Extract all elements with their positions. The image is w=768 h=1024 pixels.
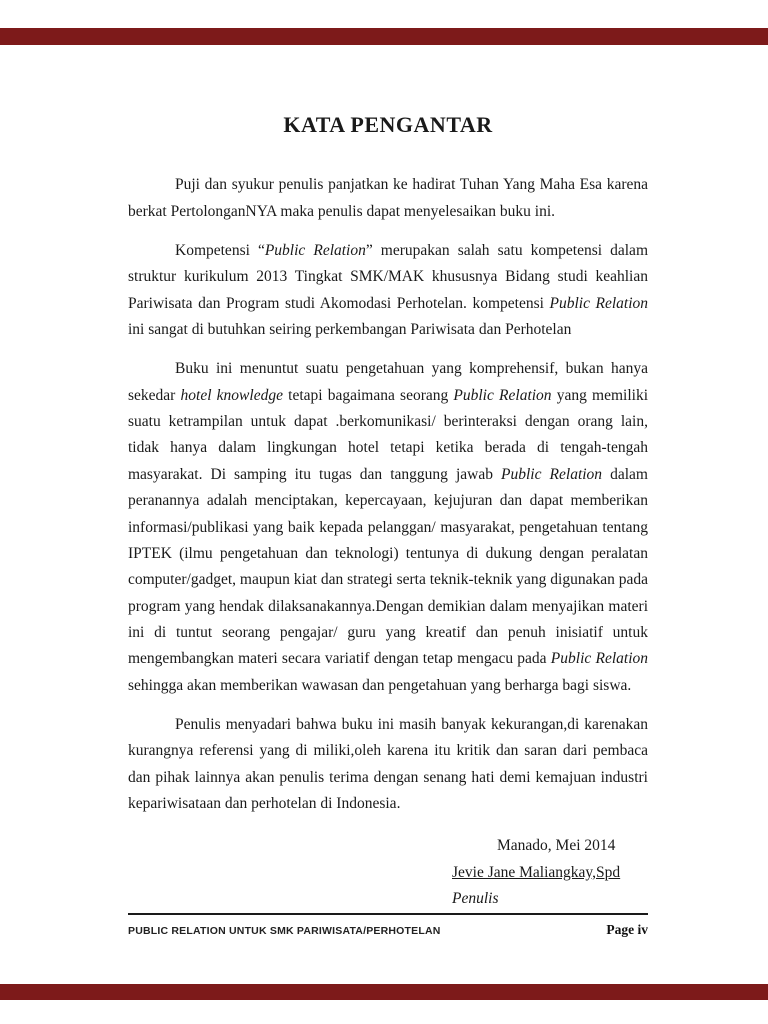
bottom-accent-bar bbox=[0, 984, 768, 1000]
page-footer bbox=[128, 913, 648, 938]
paragraph: Puji dan syukur penulis panjatkan ke hadirat Tuhan Yang Maha Esa karena berkat PertolonganNYA maka penulis dapat menyelesaikan buku ini. bbox=[128, 176, 648, 220]
paragraph: Kompetensi “Public Relation” merupakan salah satu kompetensi dalam struktur kurikulum 2013 Tingkat SMK/MAK khususnya Bidang studi keahlian Pariwisata dan Program studi Akomodasi Perhotelan. kompetensi Public Relation ini sangat di butuhkan seiring perkembangan Pariwisata dan Perhotelan bbox=[128, 242, 649, 339]
paragraph: Buku ini menuntut suatu pengetahuan yang komprehensif, bukan hanya sekedar hotel knowledge tetapi bagaimana seorang Public Relation yang memiliki suatu ketrampilan untuk dapat .berkomunikasi/ berinteraksi dengan orang lain, tidak hanya dalam lingkungan hotel tetapi ketika berada di tengah-tengah masyarakat. Di samping itu tugas dan tanggung jawab Public Relation dalam peranannya adalah menciptakan, kepercayaan, kejujuran dan dapat memberikan informasi/publikasi yang baik kepada pelanggan/ masyarakat, pengetahuan tentang IPTEK (ilmu pengetahuan dan teknologi) tentunya di dukung dengan peralatan computer/gadget, maupun kiat dan strategi serta teknik-teknik yang digunakan pada program yang hendak dilaksanakannya.Dengan demikian dalam menyajikan materi ini di tuntut seorang pengajar/ guru yang kreatif dan penuh inisiatif untuk mengembangkan materi secara variatif dengan tetap mengacu pada Public Relation sehingga akan memberikan wawasan dan pengetahuan yang berharga bagi siswa. bbox=[128, 360, 648, 694]
top-accent-bar bbox=[0, 28, 768, 45]
closing-author-name: Jevie Jane Maliangkay,Spd bbox=[452, 863, 621, 881]
paragraph: Penulis menyadari bahwa buku ini masih banyak kekurangan,di karenakan kurangnya referensi yang di miliki,oleh karena itu kritik dan saran dari pembaca dan pihak lainnya akan penulis terima dengan senang hati demi kemajuan industri kepariwisataan dan perhotelan di Indonesia. bbox=[128, 715, 648, 812]
closing-place-date: Manado, Mei 2014 bbox=[497, 837, 616, 855]
footer-book-title: PUBLIC RELATION UNTUK SMK PARIWISATA/PERHOTELAN bbox=[128, 925, 441, 937]
page-content bbox=[128, 112, 648, 912]
page-title: KATA PENGANTAR bbox=[283, 112, 493, 137]
closing-author-role: Penulis bbox=[452, 889, 499, 907]
footer-page-number: Page iv bbox=[606, 922, 648, 937]
closing-block bbox=[452, 833, 648, 912]
